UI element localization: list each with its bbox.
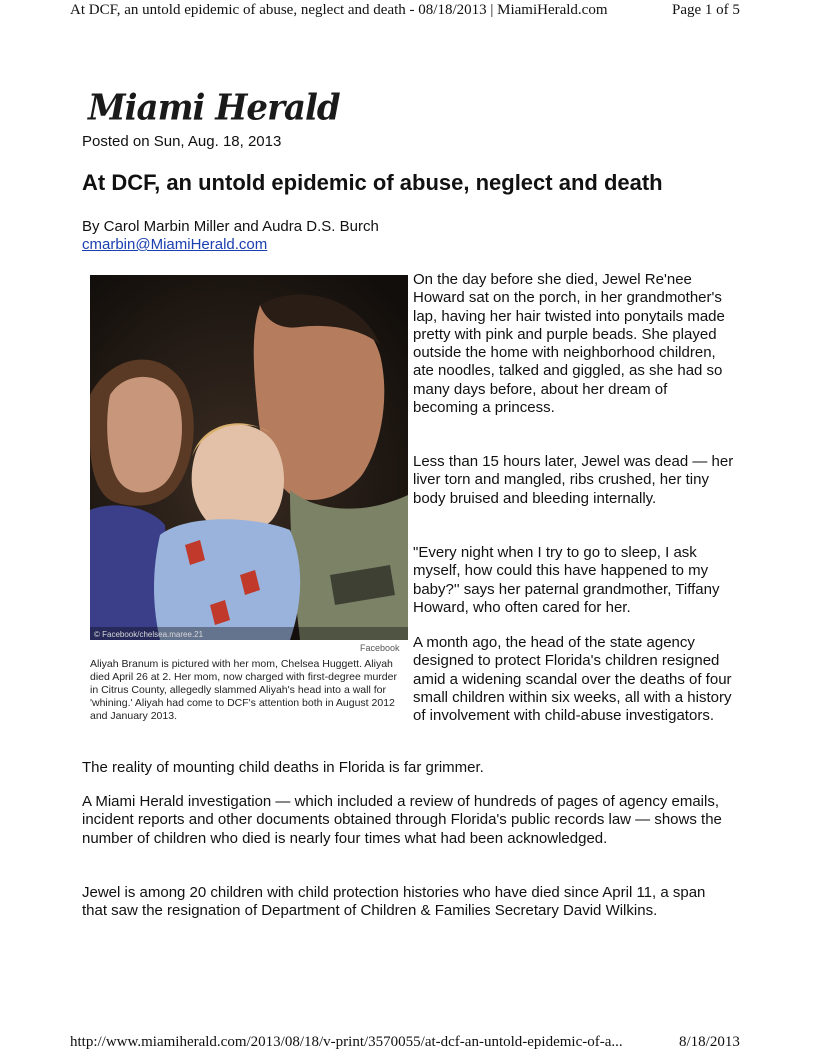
paragraph-text: A month ago, the head of the state agency designed to protect Florida's children resigned amid a widening scandal over the deaths of four small children within six weeks, all with a history of involvement with child-abuse investigators. xyxy=(413,634,732,725)
photo-credit: Facebook xyxy=(360,643,400,653)
paragraph-text: A Miami Herald investigation — which included a review of hundreds of pages of agency emails, incident reports and other documents obtained through Florida's public records law — shows the number of children who died is nearly four times what had been acknowledged. xyxy=(82,793,722,847)
print-footer xyxy=(0,1032,816,1054)
paragraph-text: The reality of mounting child deaths in Florida is far grimmer. xyxy=(82,759,484,776)
print-footer-date: 8/18/2013 xyxy=(679,1034,740,1050)
paragraph-text: Less than 15 hours later, Jewel was dead — her liver torn and mangled, ribs crushed, her tiny body bruised and bleeding internally. xyxy=(413,453,734,507)
article-paragraph xyxy=(413,544,735,617)
paragraph-text: "Every night when I try to go to sleep, I ask myself, how could this have happened to my baby?'' says her paternal grandmother, Tiffany Howard, who often cared for her. xyxy=(413,544,720,616)
article-paragraph xyxy=(413,634,735,725)
byline: By Carol Marbin Miller and Audra D.S. Burch xyxy=(82,218,379,235)
article-headline: At DCF, an untold epidemic of abuse, neglect and death xyxy=(82,170,663,195)
posted-date: Posted on Sun, Aug. 18, 2013 xyxy=(82,133,282,150)
article-paragraph xyxy=(82,793,732,848)
photo-illustration xyxy=(90,275,408,640)
print-header xyxy=(0,0,816,22)
article-paragraph xyxy=(413,453,735,508)
print-header-title: At DCF, an untold epidemic of abuse, neglect and death - 08/18/2013 | MiamiHerald.com xyxy=(70,2,608,18)
article-paragraph xyxy=(82,759,732,777)
article-paragraph xyxy=(413,271,735,417)
author-email-link[interactable]: cmarbin@MiamiHerald.com xyxy=(82,236,268,253)
miami-herald-logo: Miami Herald xyxy=(88,86,340,129)
paragraph-text: Jewel is among 20 children with child protection histories who have died since April 11, a span that saw the resignation of Department of Children & Families Secretary David Wilkins. xyxy=(82,884,706,920)
photo-watermark: © Facebook/chelsea.maree.21 xyxy=(94,630,204,639)
print-header-page-number: Page 1 of 5 xyxy=(672,2,740,18)
print-footer-url: http://www.miamiherald.com/2013/08/18/v-print/3570055/at-dcf-an-untold-epidemic-of-a... xyxy=(70,1034,623,1050)
photo-caption: Aliyah Branum is pictured with her mom, Chelsea Huggett. Aliyah died April 26 at 2. Her mom, now charged with first-degree murder in Citrus County, allegedly slammed Aliyah's head into a wall for 'whining.' Aliyah had come to DCF's attention both in August 2012 and January 2013. xyxy=(90,658,397,722)
paragraph-text: On the day before she died, Jewel Re'nee Howard sat on the porch, in her grandmother's lap, having her hair twisted into ponytails made pretty with pink and purple beads. She played outside the home with neighborhood children, ate noodles, talked and giggled, as she had so many days before, about her dream of becoming a princess. xyxy=(413,271,725,417)
article-paragraph xyxy=(82,884,732,921)
article-photo xyxy=(90,275,408,640)
